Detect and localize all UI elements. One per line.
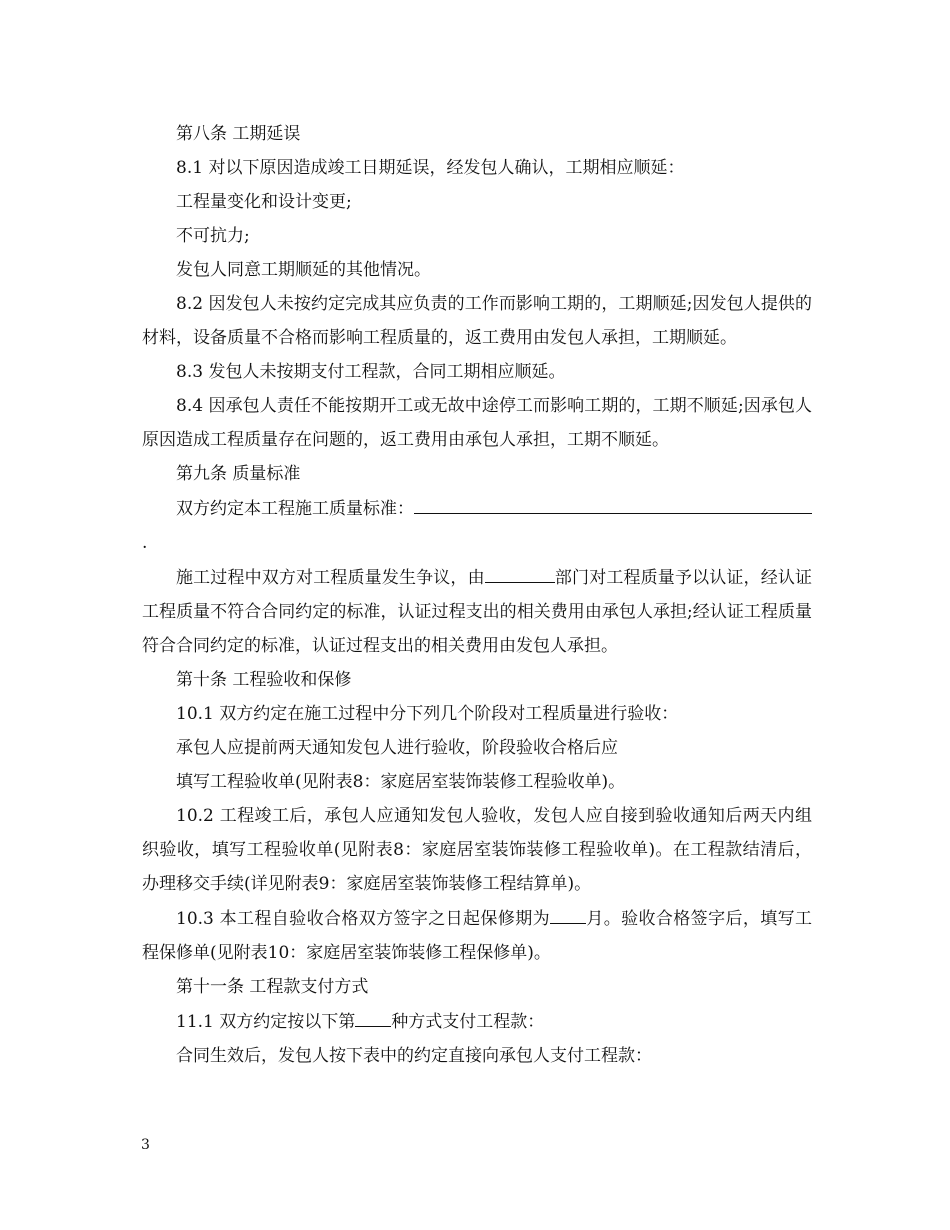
payment-after-effect-clause: 合同生效后，发包人按下表中的约定直接向承包人支付工程款： [176, 1046, 652, 1066]
article-8-heading: 第八条 工期延误 [176, 124, 301, 144]
warranty-months-blank [550, 901, 586, 924]
quality-dispute-text-end: 部门对工程质量予以认证，经认证工程质量不符合合同约定的标准，认证过程支出的相关费用由承包人承担;经认证工程质量符合合同约定的标准，认证过程支出的相关费用由发包人承担。 [142, 568, 813, 656]
clause-8-2: 8.2 因发包人未按约定完成其应负责的工作而影响工期的，工期顺延;因发包人提供的材料，设备质量不合格而影响工程质量的，返工费用由发包人承担，工期顺延。 [142, 294, 812, 348]
clause-10-2: 10.2 工程竣工后，承包人应通知发包人验收，发包人应自接到验收通知后两天内组织验收，填写工程验收单(见附表8：家庭居室装饰装修工程验收单)。在工程款结清后，办理移交手续(详见附表9：家庭居室装饰装修工程结算单)。 [142, 806, 812, 894]
quality-standard-period: . [142, 533, 148, 553]
page-number: 3 [141, 1137, 150, 1153]
quality-standard-clause [142, 491, 812, 560]
clause-10-1: 10.1 双方约定在施工过程中分下列几个阶段对工程质量进行验收： [176, 704, 679, 724]
quality-standard-blank-continued [786, 491, 812, 514]
quality-dispute-text-start: 施工过程中双方对工程质量发生争议，由 [176, 568, 485, 588]
clause-8-1: 8.1 对以下原因造成竣工日期延误，经发包人确认，工期相应顺延： [176, 158, 685, 178]
payment-method-blank [355, 1004, 391, 1027]
article-10-heading: 第十条 工程验收和保修 [176, 670, 352, 690]
clause-8-1-item-3: 发包人同意工期顺延的其他情况。 [176, 260, 431, 280]
document-body [142, 117, 812, 1073]
clause-11-1 [142, 1004, 812, 1039]
quality-dispute-clause [142, 560, 812, 663]
clause-8-4: 8.4 因承包人责任不能按期开工或无故中途停工而影响工期的，工期不顺延;因承包人原因造成工程质量存在问题的，返工费用由承包人承担，工期不顺延。 [142, 396, 812, 450]
quality-standard-label: 双方约定本工程施工质量标准： [176, 499, 414, 519]
clause-8-1-item-2: 不可抗力; [176, 226, 250, 246]
certification-department-blank [485, 560, 555, 583]
warranty-text-end: 月。验收合格签字后，填写工程保修单(见附表10：家庭居室装饰装修工程保修单)。 [142, 909, 813, 963]
clause-10-1-notice: 承包人应提前两天通知发包人进行验收，阶段验收合格后应 [176, 738, 618, 758]
article-9-heading: 第九条 质量标准 [176, 464, 301, 484]
payment-method-text-start: 11.1 双方约定按以下第 [176, 1012, 356, 1032]
quality-standard-blank [414, 491, 786, 514]
clause-8-1-item-1: 工程量变化和设计变更; [176, 192, 352, 212]
clause-10-1-form: 填写工程验收单(见附表8：家庭居室装饰装修工程验收单)。 [176, 772, 626, 792]
payment-method-text-end: 种方式支付工程款： [391, 1012, 545, 1032]
clause-8-3: 8.3 发包人未按期支付工程款，合同工期相应顺延。 [176, 362, 566, 382]
clause-10-3 [142, 901, 812, 970]
warranty-text-start: 10.3 本工程自验收合格双方签字之日起保修期为 [176, 909, 550, 929]
article-11-heading: 第十一条 工程款支付方式 [176, 977, 369, 997]
